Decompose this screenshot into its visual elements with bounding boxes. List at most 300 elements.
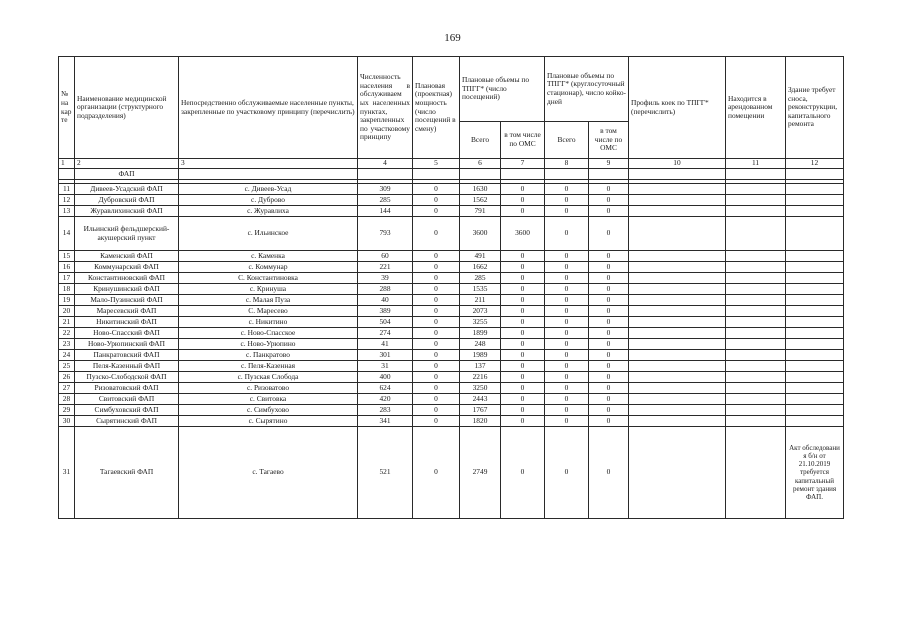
visits-oms: 0	[501, 405, 545, 416]
visits-all: 3255	[460, 317, 501, 328]
population: 274	[358, 328, 413, 339]
bed-profile	[629, 206, 726, 217]
row-number: 11	[59, 184, 75, 195]
visits-oms: 0	[501, 328, 545, 339]
visits-oms: 0	[501, 273, 545, 284]
row-number: 17	[59, 273, 75, 284]
repair-note	[786, 273, 844, 284]
visits-oms: 0	[501, 295, 545, 306]
stationar-oms: 0	[589, 361, 629, 372]
facility-name: Тагаевский ФАП	[75, 427, 179, 519]
repair-note	[786, 217, 844, 251]
repair-note	[786, 195, 844, 206]
population: 301	[358, 350, 413, 361]
settlement: с. Малая Пуза	[179, 295, 358, 306]
population: 389	[358, 306, 413, 317]
stationar-oms: 0	[589, 273, 629, 284]
row-number: 23	[59, 339, 75, 350]
table-row	[59, 195, 844, 206]
bed-profile	[629, 427, 726, 519]
capacity: 0	[413, 394, 460, 405]
visits-all: 1820	[460, 416, 501, 427]
repair-note	[786, 284, 844, 295]
header-reconstruction: Здание требует сноса, реконструкции, капитального ремонта	[786, 57, 844, 159]
visits-oms: 0	[501, 383, 545, 394]
visits-oms: 0	[501, 284, 545, 295]
settlement: с. Журавлиха	[179, 206, 358, 217]
col-number: 10	[629, 159, 726, 169]
header-tpgg-visits: Плановые объемы по ТПГГ* (число посещений)	[460, 57, 545, 122]
leased	[726, 284, 786, 295]
leased	[726, 195, 786, 206]
population: 341	[358, 416, 413, 427]
stationar-oms: 0	[589, 416, 629, 427]
facility-name: Кринушинский ФАП	[75, 284, 179, 295]
capacity: 0	[413, 262, 460, 273]
stationar-all: 0	[545, 251, 589, 262]
table-row	[59, 405, 844, 416]
row-number: 30	[59, 416, 75, 427]
row-number: 16	[59, 262, 75, 273]
stationar-oms: 0	[589, 217, 629, 251]
stationar-oms: 0	[589, 427, 629, 519]
stationar-all: 0	[545, 184, 589, 195]
bed-profile	[629, 361, 726, 372]
stationar-oms: 0	[589, 394, 629, 405]
visits-all: 137	[460, 361, 501, 372]
population: 31	[358, 361, 413, 372]
stationar-oms: 0	[589, 350, 629, 361]
visits-oms: 0	[501, 339, 545, 350]
stationar-all: 0	[545, 317, 589, 328]
section-row	[59, 169, 844, 180]
facility-name: Свитовский ФАП	[75, 394, 179, 405]
facility-name: Коммунарский ФАП	[75, 262, 179, 273]
column-number-row	[59, 159, 844, 169]
stationar-oms: 0	[589, 262, 629, 273]
stationar-oms: 0	[589, 383, 629, 394]
settlement: с. Дуброво	[179, 195, 358, 206]
capacity: 0	[413, 295, 460, 306]
row-number: 12	[59, 195, 75, 206]
bed-profile	[629, 251, 726, 262]
repair-note	[786, 328, 844, 339]
col-number: 11	[726, 159, 786, 169]
empty-cell	[545, 169, 589, 180]
visits-all: 2073	[460, 306, 501, 317]
visits-all: 285	[460, 273, 501, 284]
visits-oms: 0	[501, 306, 545, 317]
leased	[726, 416, 786, 427]
table-row	[59, 262, 844, 273]
stationar-oms: 0	[589, 328, 629, 339]
settlement: с. Ильинское	[179, 217, 358, 251]
bed-profile	[629, 295, 726, 306]
facility-name: Сырятинский ФАП	[75, 416, 179, 427]
facility-name: Дивеев-Усадский ФАП	[75, 184, 179, 195]
population: 504	[358, 317, 413, 328]
bed-profile	[629, 284, 726, 295]
stationar-all: 0	[545, 217, 589, 251]
capacity: 0	[413, 383, 460, 394]
stationar-all: 0	[545, 405, 589, 416]
leased	[726, 405, 786, 416]
table-row	[59, 339, 844, 350]
settlement: с. Пузская Слобода	[179, 372, 358, 383]
population: 624	[358, 383, 413, 394]
leased	[726, 339, 786, 350]
settlement: с. Панкратово	[179, 350, 358, 361]
visits-all: 3250	[460, 383, 501, 394]
facility-name: Ильинский фельдшерский-акушерский пункт	[75, 217, 179, 251]
table-row	[59, 427, 844, 519]
leased	[726, 217, 786, 251]
section-label: ФАП	[75, 169, 179, 180]
leased	[726, 206, 786, 217]
page-number: 169	[444, 32, 461, 44]
population: 420	[358, 394, 413, 405]
stationar-all: 0	[545, 339, 589, 350]
empty-cell	[413, 169, 460, 180]
bed-profile	[629, 405, 726, 416]
table-row	[59, 184, 844, 195]
capacity: 0	[413, 284, 460, 295]
stationar-all: 0	[545, 328, 589, 339]
population: 40	[358, 295, 413, 306]
visits-all: 1662	[460, 262, 501, 273]
visits-all: 2216	[460, 372, 501, 383]
settlement: с. Ризоватово	[179, 383, 358, 394]
population: 283	[358, 405, 413, 416]
leased	[726, 361, 786, 372]
repair-note	[786, 251, 844, 262]
settlement: с. Свитовка	[179, 394, 358, 405]
col-number: 3	[179, 159, 358, 169]
header-stationar-all: Всего	[545, 122, 589, 159]
facility-name: Каменский ФАП	[75, 251, 179, 262]
population: 793	[358, 217, 413, 251]
header-visits-oms: в том числе по ОМС	[501, 122, 545, 159]
row-number: 24	[59, 350, 75, 361]
facility-name: Пузско-Слободской ФАП	[75, 372, 179, 383]
visits-oms: 0	[501, 394, 545, 405]
bed-profile	[629, 262, 726, 273]
settlement: С. Константиновка	[179, 273, 358, 284]
capacity: 0	[413, 273, 460, 284]
facility-name: Панкратовский ФАП	[75, 350, 179, 361]
table-row	[59, 206, 844, 217]
visits-oms: 3600	[501, 217, 545, 251]
visits-oms: 0	[501, 251, 545, 262]
repair-note	[786, 184, 844, 195]
leased	[726, 262, 786, 273]
settlement: с. Ново-Урюпино	[179, 339, 358, 350]
table-row	[59, 372, 844, 383]
capacity: 0	[413, 217, 460, 251]
header-stationar-oms: в том числе по ОМС	[589, 122, 629, 159]
visits-all: 1562	[460, 195, 501, 206]
capacity: 0	[413, 427, 460, 519]
row-number: 31	[59, 427, 75, 519]
stationar-oms: 0	[589, 317, 629, 328]
bed-profile	[629, 394, 726, 405]
row-number: 13	[59, 206, 75, 217]
facility-name: Никитинский ФАП	[75, 317, 179, 328]
capacity: 0	[413, 206, 460, 217]
empty-cell	[726, 169, 786, 180]
table-row	[59, 350, 844, 361]
bed-profile	[629, 217, 726, 251]
leased	[726, 251, 786, 262]
row-number: 14	[59, 217, 75, 251]
repair-note	[786, 295, 844, 306]
settlement: с. Коммунар	[179, 262, 358, 273]
repair-note	[786, 416, 844, 427]
table-row	[59, 416, 844, 427]
col-number: 6	[460, 159, 501, 169]
stationar-all: 0	[545, 206, 589, 217]
row-number: 15	[59, 251, 75, 262]
repair-note	[786, 317, 844, 328]
table-row	[59, 383, 844, 394]
capacity: 0	[413, 317, 460, 328]
leased	[726, 427, 786, 519]
population: 309	[358, 184, 413, 195]
col-number: 1	[59, 159, 75, 169]
settlement: с. Никитино	[179, 317, 358, 328]
stationar-oms: 0	[589, 372, 629, 383]
visits-all: 248	[460, 339, 501, 350]
population: 41	[358, 339, 413, 350]
settlement: С. Маресево	[179, 306, 358, 317]
row-number: 27	[59, 383, 75, 394]
table-row	[59, 328, 844, 339]
empty-cell	[501, 169, 545, 180]
stationar-all: 0	[545, 350, 589, 361]
visits-oms: 0	[501, 350, 545, 361]
facility-name: Ризоватовский ФАП	[75, 383, 179, 394]
visits-all: 1535	[460, 284, 501, 295]
population: 60	[358, 251, 413, 262]
col-number: 5	[413, 159, 460, 169]
table-row	[59, 394, 844, 405]
visits-all: 1630	[460, 184, 501, 195]
capacity: 0	[413, 361, 460, 372]
empty-cell	[629, 169, 726, 180]
visits-oms: 0	[501, 184, 545, 195]
bed-profile	[629, 383, 726, 394]
stationar-all: 0	[545, 284, 589, 295]
repair-note	[786, 405, 844, 416]
visits-all: 491	[460, 251, 501, 262]
header-capacity: Плановая (проектная) мощность (число посещений в смену)	[413, 57, 460, 159]
col-number: 8	[545, 159, 589, 169]
bed-profile	[629, 328, 726, 339]
facility-name: Ново-Урюпинский ФАП	[75, 339, 179, 350]
empty-cell	[59, 169, 75, 180]
row-number: 25	[59, 361, 75, 372]
leased	[726, 306, 786, 317]
row-number: 19	[59, 295, 75, 306]
row-number: 18	[59, 284, 75, 295]
capacity: 0	[413, 306, 460, 317]
stationar-oms: 0	[589, 405, 629, 416]
settlement: с. Сырятино	[179, 416, 358, 427]
visits-all: 1989	[460, 350, 501, 361]
repair-note	[786, 383, 844, 394]
repair-note	[786, 206, 844, 217]
facilities-table	[58, 56, 844, 519]
population: 144	[358, 206, 413, 217]
stationar-oms: 0	[589, 295, 629, 306]
stationar-all: 0	[545, 394, 589, 405]
settlement: с. Ново-Спасское	[179, 328, 358, 339]
capacity: 0	[413, 195, 460, 206]
leased	[726, 383, 786, 394]
leased	[726, 372, 786, 383]
settlement: с. Тагаево	[179, 427, 358, 519]
capacity: 0	[413, 372, 460, 383]
stationar-oms: 0	[589, 339, 629, 350]
table-row	[59, 251, 844, 262]
table-row	[59, 317, 844, 328]
visits-all: 2749	[460, 427, 501, 519]
header-tpgg-stationar: Плановые объемы по ТПГГ* (круглосуточный стационар), число койко-дней	[545, 57, 629, 122]
facility-name: Пеля-Казенный ФАП	[75, 361, 179, 372]
visits-oms: 0	[501, 416, 545, 427]
col-number: 12	[786, 159, 844, 169]
facility-name: Дубровский ФАП	[75, 195, 179, 206]
bed-profile	[629, 339, 726, 350]
header-visits-all: Всего	[460, 122, 501, 159]
facility-name: Мало-Пузинский ФАП	[75, 295, 179, 306]
empty-cell	[358, 169, 413, 180]
visits-oms: 0	[501, 317, 545, 328]
capacity: 0	[413, 405, 460, 416]
stationar-oms: 0	[589, 206, 629, 217]
population: 400	[358, 372, 413, 383]
stationar-oms: 0	[589, 184, 629, 195]
population: 285	[358, 195, 413, 206]
facility-name: Симбуховский ФАП	[75, 405, 179, 416]
stationar-all: 0	[545, 383, 589, 394]
facility-name: Константиновский ФАП	[75, 273, 179, 284]
stationar-all: 0	[545, 372, 589, 383]
capacity: 0	[413, 184, 460, 195]
header-row-1	[59, 57, 844, 122]
capacity: 0	[413, 416, 460, 427]
stationar-all: 0	[545, 195, 589, 206]
row-number: 22	[59, 328, 75, 339]
header-name: Наименование медицинской организации (структурного подразделения)	[75, 57, 179, 159]
empty-cell	[589, 169, 629, 180]
settlement: с. Пеля-Казенная	[179, 361, 358, 372]
repair-note	[786, 372, 844, 383]
table-row	[59, 295, 844, 306]
facility-name: Журавлихинский ФАП	[75, 206, 179, 217]
stationar-all: 0	[545, 416, 589, 427]
settlement: с. Каменка	[179, 251, 358, 262]
capacity: 0	[413, 251, 460, 262]
stationar-oms: 0	[589, 284, 629, 295]
row-number: 28	[59, 394, 75, 405]
population: 39	[358, 273, 413, 284]
bed-profile	[629, 273, 726, 284]
repair-note	[786, 361, 844, 372]
repair-note	[786, 350, 844, 361]
visits-oms: 0	[501, 427, 545, 519]
leased	[726, 273, 786, 284]
header-profile: Профиль коек по ТПГГ* (перечислить)	[629, 57, 726, 159]
col-number: 4	[358, 159, 413, 169]
empty-cell	[786, 169, 844, 180]
table-row	[59, 306, 844, 317]
repair-note	[786, 262, 844, 273]
visits-oms: 0	[501, 206, 545, 217]
stationar-all: 0	[545, 427, 589, 519]
bed-profile	[629, 416, 726, 427]
table-body	[59, 159, 844, 519]
stationar-oms: 0	[589, 306, 629, 317]
table-row	[59, 273, 844, 284]
visits-oms: 0	[501, 372, 545, 383]
settlement: с. Кринуша	[179, 284, 358, 295]
table-row	[59, 217, 844, 251]
stationar-all: 0	[545, 273, 589, 284]
leased	[726, 317, 786, 328]
stationar-all: 0	[545, 306, 589, 317]
repair-note	[786, 306, 844, 317]
row-number: 29	[59, 405, 75, 416]
header-leased: Находится в арендованном помещении	[726, 57, 786, 159]
stationar-all: 0	[545, 361, 589, 372]
visits-all: 2443	[460, 394, 501, 405]
visits-all: 211	[460, 295, 501, 306]
capacity: 0	[413, 339, 460, 350]
leased	[726, 184, 786, 195]
table-row	[59, 361, 844, 372]
header-points: Непосредственно обслуживаемые населенные пункты, закрепленные по участковому принципу (перечислить)	[179, 57, 358, 159]
population: 521	[358, 427, 413, 519]
visits-all: 1899	[460, 328, 501, 339]
settlement: с. Симбухово	[179, 405, 358, 416]
settlement: с. Дивеев-Усад	[179, 184, 358, 195]
leased	[726, 394, 786, 405]
col-number: 9	[589, 159, 629, 169]
capacity: 0	[413, 350, 460, 361]
stationar-oms: 0	[589, 251, 629, 262]
stationar-all: 0	[545, 295, 589, 306]
leased	[726, 295, 786, 306]
row-number: 20	[59, 306, 75, 317]
visits-oms: 0	[501, 195, 545, 206]
bed-profile	[629, 350, 726, 361]
empty-cell	[179, 169, 358, 180]
row-number: 26	[59, 372, 75, 383]
capacity: 0	[413, 328, 460, 339]
facility-name: Ново-Спасский ФАП	[75, 328, 179, 339]
repair-note	[786, 394, 844, 405]
stationar-all: 0	[545, 262, 589, 273]
visits-oms: 0	[501, 361, 545, 372]
population: 221	[358, 262, 413, 273]
header-population: Численность населения в обслуживаем ых населенных пунктах, закрепленных по участковому принципу	[358, 57, 413, 159]
bed-profile	[629, 317, 726, 328]
visits-oms: 0	[501, 262, 545, 273]
bed-profile	[629, 195, 726, 206]
stationar-oms: 0	[589, 195, 629, 206]
table-row	[59, 284, 844, 295]
